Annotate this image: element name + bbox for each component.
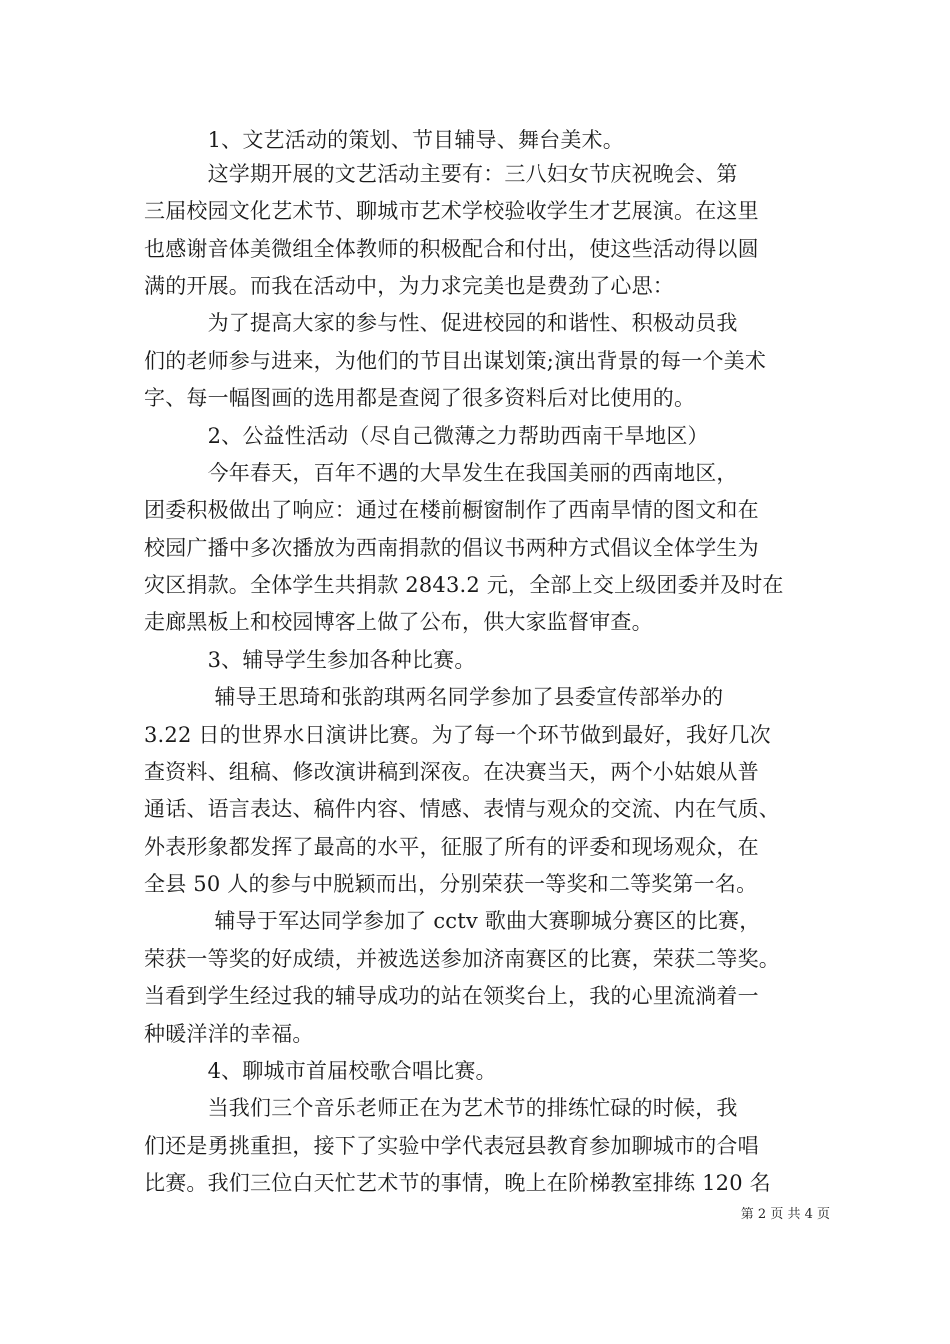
paragraph-line: 校园广播中多次播放为西南捐款的倡议书两种方式倡议全体学生为 — [144, 536, 759, 560]
paragraph-line: 团委积极做出了响应：通过在楼前橱窗制作了西南旱情的图文和在 — [144, 498, 759, 522]
paragraph-line: 3、辅导学生参加各种比赛。 — [144, 648, 476, 672]
page-number: 第 2 页 共 4 页 — [740, 1207, 830, 1222]
paragraph-line: 为了提高大家的参与性、促进校园的和谐性、积极动员我 — [144, 311, 738, 335]
paragraph-line: 3.22 日的世界水日演讲比赛。为了每一个环节做到最好，我好几次 — [144, 723, 771, 747]
paragraph-line: 当看到学生经过我的辅导成功的站在领奖台上，我的心里流淌着一 — [144, 984, 759, 1008]
paragraph-line: 三届校园文化艺术节、聊城市艺术学校验收学生才艺展演。在这里 — [144, 199, 759, 223]
paragraph-line: 灾区捐款。全体学生共捐款 2843.2 元，全部上交上级团委并及时在 — [144, 573, 784, 597]
paragraph-line: 当我们三个音乐老师正在为艺术节的排练忙碌的时候，我 — [144, 1096, 738, 1120]
paragraph-line: 查资料、组稿、修改演讲稿到深夜。在决赛当天，两个小姑娘从普 — [144, 760, 759, 784]
paragraph-line: 辅导王思琦和张韵琪两名同学参加了县委宣传部举办的 — [144, 685, 724, 709]
paragraph-line: 比赛。我们三位白天忙艺术节的事情，晚上在阶梯教室排练 120 名 — [144, 1171, 771, 1195]
paragraph-line: 字、每一幅图画的选用都是查阅了很多资料后对比使用的。 — [144, 386, 696, 410]
paragraph-line: 2、公益性活动（尽自己微薄之力帮助西南干旱地区） — [144, 424, 709, 448]
paragraph-line: 满的开展。而我在活动中，为力求完美也是费劲了心思： — [144, 274, 674, 298]
paragraph-line: 全县 50 人的参与中脱颖而出，分别荣获一等奖和二等奖第一名。 — [144, 872, 758, 896]
paragraph-line: 1、文艺活动的策划、节目辅导、舞台美术。 — [144, 128, 624, 152]
paragraph-line: 种暖洋洋的幸福。 — [144, 1022, 314, 1046]
paragraph-line: 这学期开展的文艺活动主要有：三八妇女节庆祝晚会、第 — [144, 162, 738, 186]
paragraph-line: 走廊黑板上和校园博客上做了公布，供大家监督审查。 — [144, 610, 653, 634]
paragraph-line: 今年春天，百年不遇的大旱发生在我国美丽的西南地区， — [144, 461, 738, 485]
paragraph-line: 外表形象都发挥了最高的水平，征服了所有的评委和现场观众，在 — [144, 835, 759, 859]
paragraph-line: 通话、语言表达、稿件内容、情感、表情与观众的交流、内在气质、 — [144, 797, 780, 821]
paragraph-line: 辅导于军达同学参加了 cctv 歌曲大赛聊城分赛区的比赛， — [144, 909, 761, 933]
paragraph-line: 们还是勇挑重担，接下了实验中学代表冠县教育参加聊城市的合唱 — [144, 1134, 759, 1158]
paragraph-line: 也感谢音体美微组全体教师的积极配合和付出，使这些活动得以圆 — [144, 237, 759, 261]
paragraph-line: 荣获一等奖的好成绩，并被选送参加济南赛区的比赛，荣获二等奖。 — [144, 947, 780, 971]
paragraph-line: 们的老师参与进来，为他们的节目出谋划策;演出背景的每一个美术 — [144, 349, 767, 373]
paragraph-line: 4、聊城市首届校歌合唱比赛。 — [144, 1059, 497, 1083]
